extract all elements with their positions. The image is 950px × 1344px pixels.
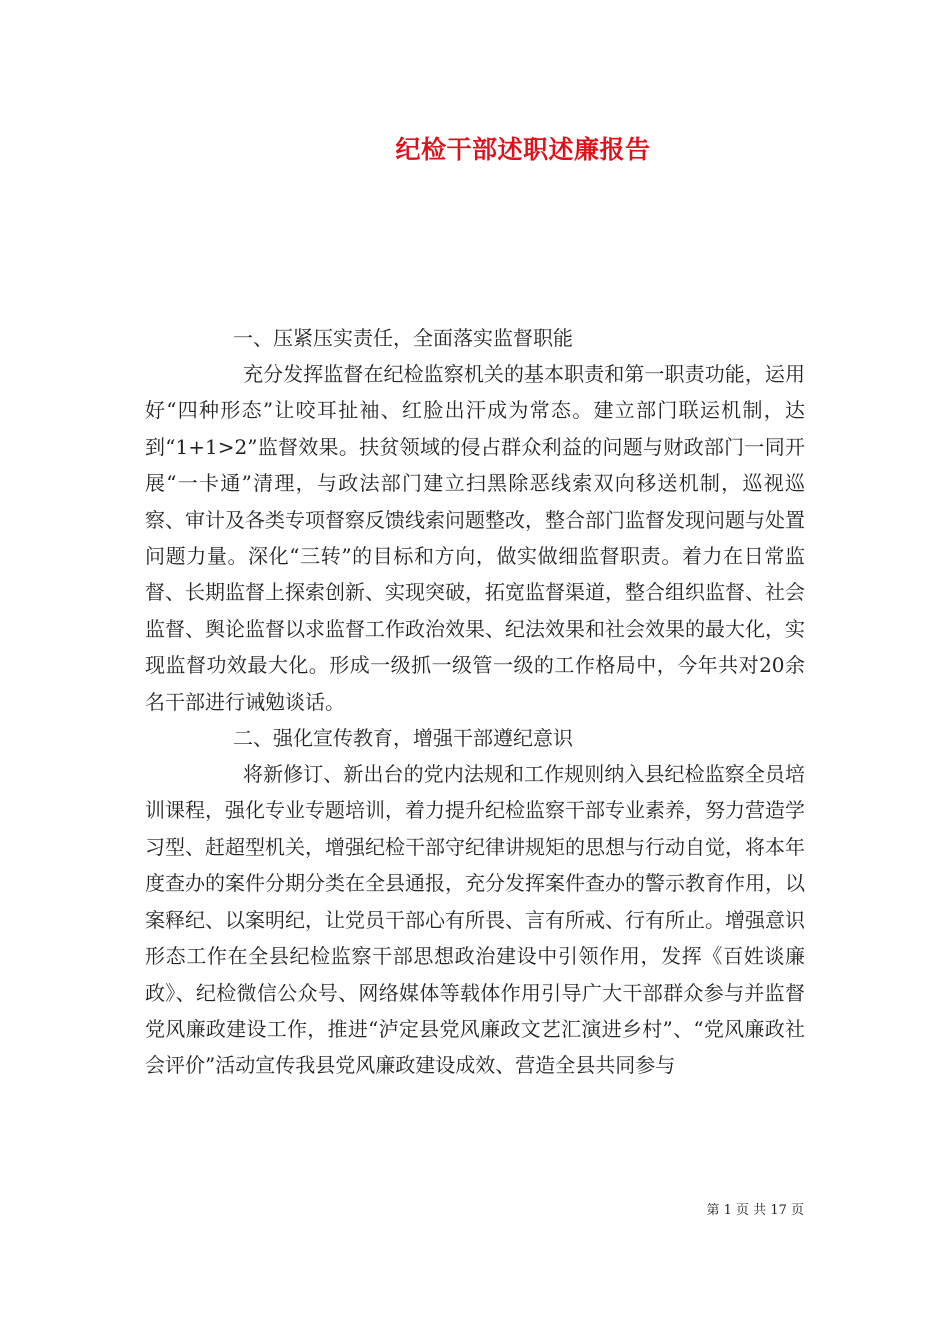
section-heading-1: 一、压紧压实责任，全面落实监督职能 xyxy=(233,326,573,350)
page-number-footer: 第 1 页 共 17 页 xyxy=(706,1203,804,1218)
document-body xyxy=(145,320,805,1084)
document-title: 纪检干部述职述廉报告 xyxy=(395,135,651,164)
section-paragraph-1: 充分发挥监督在纪检监察机关的基本职责和第一职责功能，运用好“四种形态”让咬耳扯袖、红脸出汗成为常态。建立部门联运机制，达到“1+1>2”监督效果。扶贫领域的侵占群众利益的问题与财政部门一同开展“一卡通”清理，与政法部门建立扫黑除恶线索双向移送机制，巡视巡察、审计及各类专项督察反馈线索问题整改，整合部门监督发现问题与处置问题力量。深化“三转”的目标和方向，做实做细监督职责。着力在日常监督、长期监督上探索创新、实现突破，拓宽监督渠道，整合组织监督、社会监督、舆论监督以求监督工作政治效果、纪法效果和社会效果的最大化，实现监督功效最大化。形成一级抓一级管一级的工作格局中，今年共对20余名干部进行诫勉谈话。 xyxy=(145,362,805,714)
section-paragraph-2: 将新修订、新出台的党内法规和工作规则纳入县纪检监察全员培训课程，强化专业专题培训，着力提升纪检监察干部专业素养，努力营造学习型、赶超型机关，增强纪检干部守纪律讲规矩的思想与行动自觉，将本年度查办的案件分期分类在全县通报，充分发挥案件查办的警示教育作用，以案释纪、以案明纪，让党员干部心有所畏、言有所戒、行有所止。增强意识形态工作在全县纪检监察干部思想政治建设中引领作用，发挥《百姓谈廉政》、纪检微信公众号、网络媒体等载体作用引导广大干部群众参与并监督党风廉政建设工作，推进“泸定县党风廉政文艺汇演进乡村”、“党风廉政社会评价”活动宣传我县党风廉政建设成效、营造全县共同参与 xyxy=(145,762,805,1078)
section-heading-2: 二、强化宣传教育，增强干部遵纪意识 xyxy=(233,726,573,751)
